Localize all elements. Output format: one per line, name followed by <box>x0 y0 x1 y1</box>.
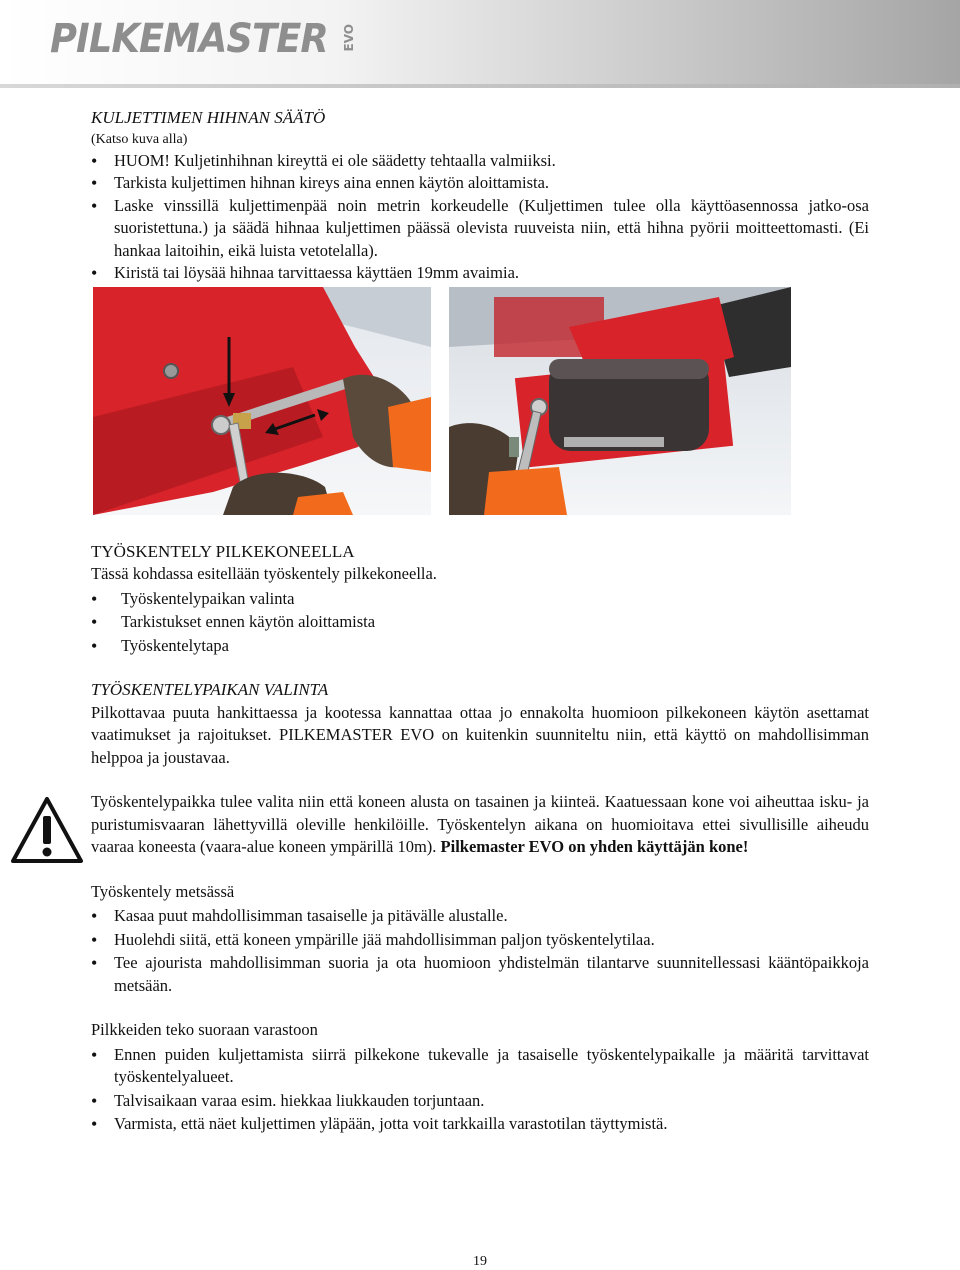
section-title-forest: Työskentely metsässä <box>91 881 235 901</box>
section-intro: Tässä kohdassa esitellään työskentely pilkekoneella. <box>91 564 437 583</box>
list-item: • Laske vinssillä kuljettimenpää noin metrin korkeudelle (Kuljettimen tulee olla käyttöasennossa jatko-osa suoristettuna.) ja säädä hihnaa kuljettimen päässä olevista ruuveista niin, että hihna pyörii moitteettomasti. (Ei hankaa laitoihin, eikä luista vetotelalla). <box>91 195 869 263</box>
see-image-note: (Katso kuva alla) <box>91 131 188 147</box>
list-item: • Kasaa puut mahdollisimman tasaiselle ja pitävälle alustalle. <box>91 905 869 928</box>
forest-work-list <box>91 905 869 997</box>
section-title-storage: Pilkkeiden teko suoraan varastoon <box>91 1020 318 1039</box>
pilkemaster-logo <box>50 14 356 64</box>
list-item: • Kiristä tai löysää hihnaa tarvittaessa käyttäen 19mm avaimia. <box>91 262 869 285</box>
list-item: • Työskentelypaikan valinta <box>91 588 869 611</box>
section-title-belt-adjustment: KULJETTIMEN HIHNAN SÄÄTÖ <box>91 108 326 127</box>
page-header <box>0 0 960 88</box>
list-item: • Varmista, että näet kuljettimen yläpään, jotta voit tarkkailla varastotilan täyttymistä. <box>91 1113 869 1136</box>
list-item: • HUOM! Kuljetinhihnan kireyttä ei ole säädetty tehtaalla valmiiksi. <box>91 150 869 173</box>
warning-bold-text: Pilkemaster EVO on yhden käyttäjän kone! <box>440 837 749 856</box>
belt-adjustment-photos <box>91 287 869 519</box>
logo-text: PILKEMASTER <box>50 16 328 62</box>
storage-work-list <box>91 1044 869 1136</box>
list-item: • Talvisaikaan varaa esim. hiekkaa liukkauden torjuntaan. <box>91 1090 869 1113</box>
list-item: • Tee ajourista mahdollisimman suoria ja ota huomioon yhdistelmän tilantarve suunnitellessasi kääntöpaikkoja metsään. <box>91 952 869 997</box>
section-title-working: TYÖSKENTELY PILKEKONEELLA <box>91 541 355 561</box>
warning-text: Työskentelypaikka tulee valita niin että koneen alusta on tasainen ja kiinteä. Kaatuessaan kone voi aiheuttaa isku- ja puristumisvaaran lähettyvillä oleville henkilöille. Työskentelyn aikana on huomioitava ettei sivullisille aiheudu vaaraa koneesta (vaara-alue koneen ympärillä 10m). <box>91 792 869 856</box>
logo-suffix: EVO <box>342 24 356 52</box>
working-topics-list <box>91 588 869 658</box>
section-title-workplace: TYÖSKENTELYPAIKAN VALINTA <box>91 680 329 699</box>
warning-paragraph <box>91 791 869 859</box>
list-item: • Työskentelytapa <box>91 635 869 658</box>
warning-triangle-icon <box>10 796 84 864</box>
page-content <box>91 107 869 1136</box>
list-item: • Tarkista kuljettimen hihnan kireys aina ennen käytön aloittamista. <box>91 172 869 195</box>
workplace-paragraph: Pilkottavaa puuta hankittaessa ja kootessa kannattaa ottaa jo ennakolta huomioon pilkekoneen käytön asettamat vaatimukset ja rajoitukset. PILKEMASTER EVO on kuitenkin suunniteltu niin, että käyttö on mahdollisimman helppoa ja joustavaa. <box>91 702 869 767</box>
page-number: 19 <box>473 1254 487 1269</box>
list-item: • Ennen puiden kuljettamista siirrä pilkekone tukevalle ja tasaiselle työskentelypaikalle ja määritä tarvittavat työskentelyalueet. <box>91 1044 869 1089</box>
photo-belt-roller <box>449 287 791 515</box>
list-item: • Huolehdi siitä, että koneen ympärille jää mahdollisimman paljon työskentelytilaa. <box>91 929 869 952</box>
photo-belt-screw-adjustment <box>93 287 431 515</box>
header-rule <box>0 84 960 88</box>
belt-adjustment-list <box>91 150 869 285</box>
list-item: • Tarkistukset ennen käytön aloittamista <box>91 611 869 634</box>
